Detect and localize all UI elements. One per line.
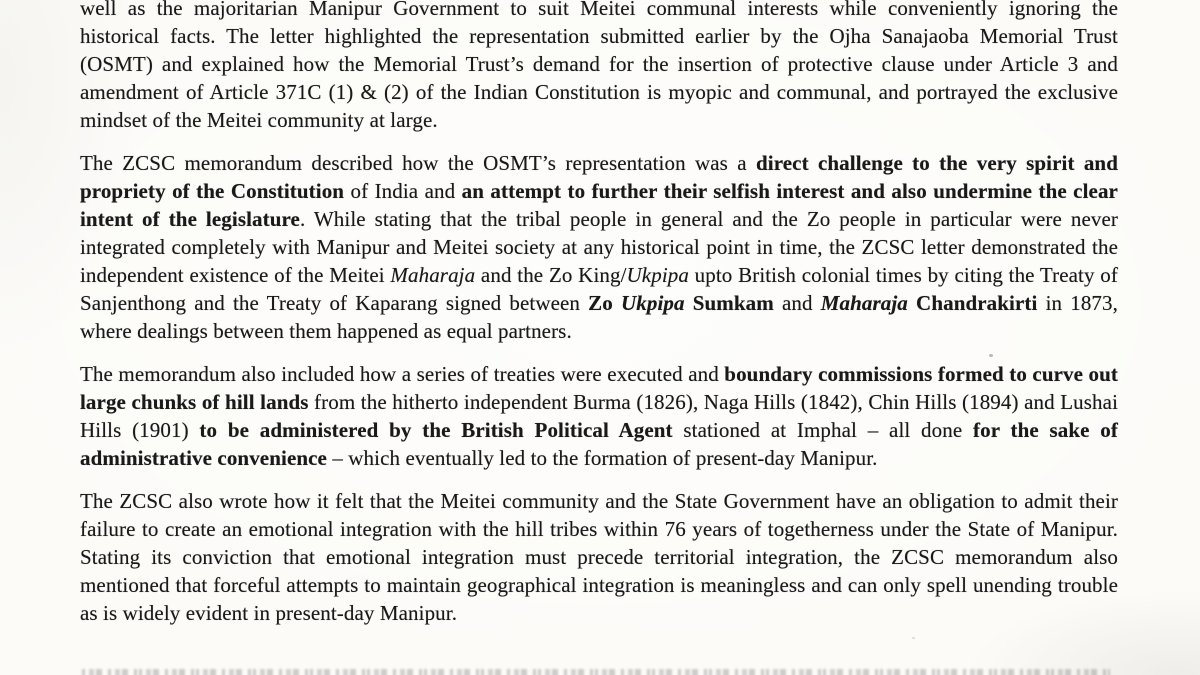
text-run: The ZCSC memorandum described how the OSMT’s representation was a — [80, 151, 756, 175]
text-run: from the hitherto independent Burma (1826), Naga Hills (1842), Chin Hills (1894) and Lushai Hills (1901) — [80, 390, 1119, 442]
text-run: in 1873, where dealings between them happened as equal partners. — [80, 291, 1118, 343]
text-run: Maharaja — [390, 263, 476, 287]
scan-speck — [912, 637, 915, 639]
text-run: Sumkam — [684, 291, 774, 315]
text-run: direct challenge to the very spirit and propriety of the Constitution — [80, 151, 1118, 203]
text-run: stationed at Imphal – all done — [672, 418, 974, 442]
document-text — [80, 0, 1118, 642]
text-run: well as the majoritarian Manipur Government to suit Meitei communal interests while conveniently ignoring the historical facts. The letter highlighted the representation submitted earlier by the Ojha Sanajaoba Memorial Trust (OSMT) and explained how the Memorial Trust’s demand for the insertion of protective clause under Article 3 and amendment of Article 371C (1) & (2) of the Indian Constitution is myopic and communal, and portrayed the exclusive mindset of the Meitei community at large. — [80, 0, 1118, 132]
text-run: Zo — [588, 291, 622, 315]
text-run: to be administered by the British Political Agent — [199, 418, 673, 442]
text-run: boundary commissions formed to curve out large chunks of hill lands — [80, 362, 1118, 414]
text-run: Ukpipa — [626, 263, 689, 287]
cutoff-next-paragraph — [82, 669, 1110, 675]
text-run: Maharaja — [820, 291, 908, 315]
text-run: . While stating that the tribal people in general and the Zo people in particular were never integrated completely with Manipur and Meitei society at any historical point in time, the ZCSC letter demonstrated the independent existence of the Meitei — [80, 207, 1118, 287]
scan-speck — [989, 354, 993, 357]
text-run: The ZCSC also wrote how it felt that the Meitei community and the State Government have an obligation to admit their failure to create an emotional integration with the hill tribes within 76 years of togetherness under the State of Manipur. Stating its conviction that emotional integration must precede territorial integration, the ZCSC memorandum also mentioned that forceful attempts to maintain geographical integration is meaningless and can only spell unending trouble as is widely evident in present-day Manipur. — [80, 489, 1118, 625]
text-run: upto British colonial times by citing the Treaty of Sanjenthong and the Treaty of Kaparang signed between — [80, 263, 1118, 315]
text-run: Chandrakirti — [907, 291, 1038, 315]
text-run: an attempt to further their selfish interest and also undermine the clear intent of the legislature — [80, 179, 1118, 231]
paragraph — [80, 360, 1118, 472]
text-run: – which eventually led to the formation of present-day Manipur. — [326, 446, 878, 470]
text-run: The memorandum also included how a series of treaties were executed and — [80, 362, 725, 386]
paragraph — [80, 487, 1118, 627]
text-run: of India and — [344, 179, 462, 203]
paragraph — [80, 0, 1118, 134]
text-run: and the Zo King/ — [475, 263, 627, 287]
text-run: for the sake of administrative convenience — [80, 418, 1118, 470]
text-run: and — [773, 291, 821, 315]
paragraph — [80, 149, 1118, 345]
text-run: Ukpipa — [621, 291, 685, 315]
